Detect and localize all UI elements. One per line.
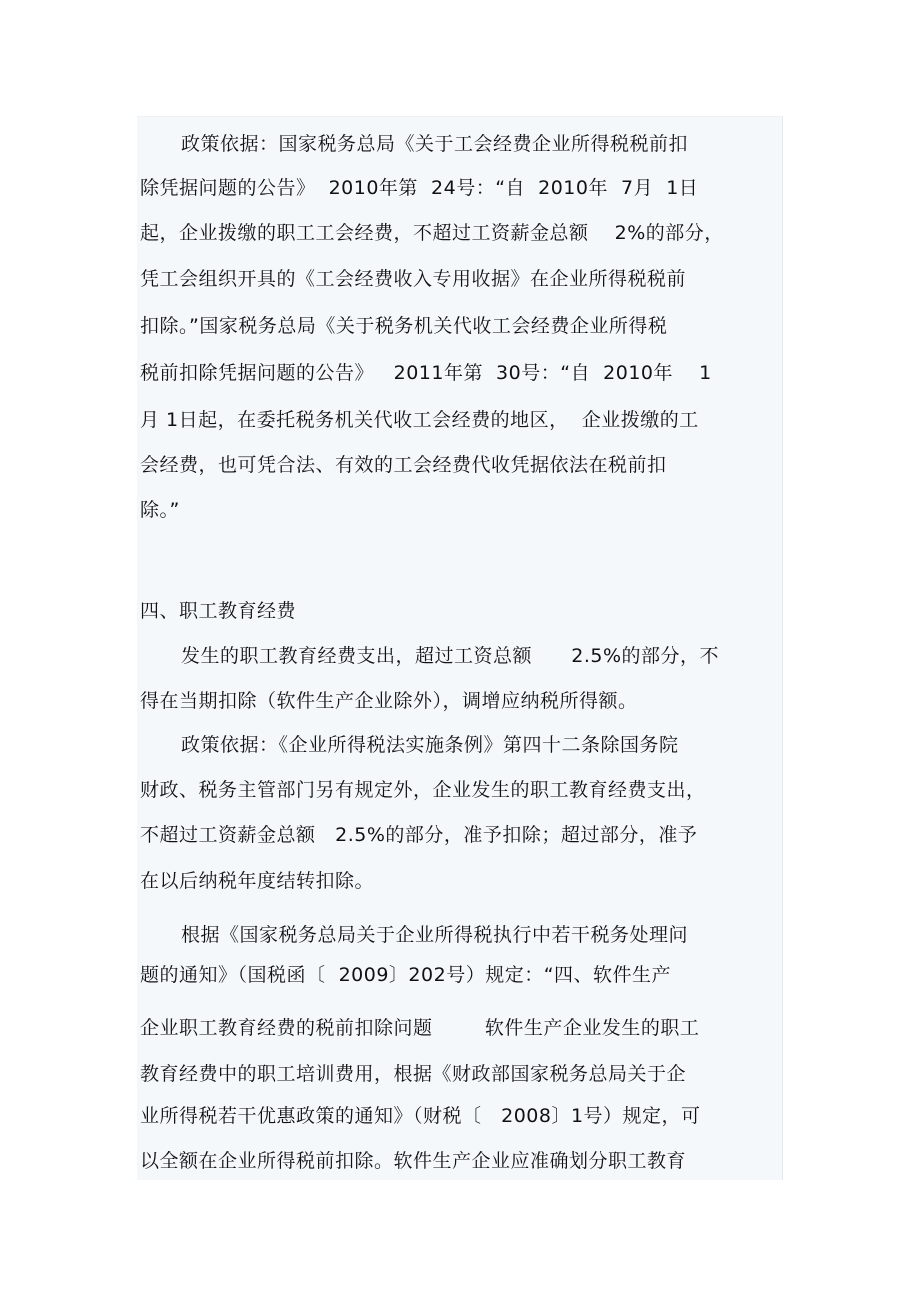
paragraph-line: 会经费，也可凭合法、有效的工会经费代收凭据依法在税前扣 [140,454,667,476]
paragraph-line: 发生的职工教育经费支出，超过工资总额 2.5%的部分，不 [181,645,720,667]
paragraph-line: 除。” [140,499,180,521]
paragraph-line: 不超过工资薪金总额 2.5%的部分，准予扣除；超过部分，准予 [140,824,698,846]
section-heading: 四、职工教育经费 [140,600,297,622]
paragraph-line: 在以后纳税年度结转扣除。 [140,870,375,892]
paragraph-line: 题的通知》（国税函〔 2009〕202号）规定：“四、软件生产 [140,964,672,986]
paragraph-line: 税前扣除凭据问题的公告》 2011年第 30号：“自 2010年 1 [140,362,712,384]
paragraph-line: 根据《国家税务总局关于企业所得税执行中若干税务处理问 [181,924,689,946]
paragraph-line: 企业职工教育经费的税前扣除问题 软件生产企业发生的职工 [140,1017,700,1039]
paragraph-line: 月 1日起，在委托税务机关代收工会经费的地区， 企业拨缴的工 [140,409,699,431]
paragraph-line: 扣除。”国家税务总局《关于税务机关代收工会经费企业所得税 [140,315,668,337]
paragraph-line: 以全额在企业所得税前扣除。软件生产企业应准确划分职工教育 [140,1150,687,1172]
paragraph-line: 得在当期扣除（软件生产企业除外），调增应纳税所得额。 [140,690,638,712]
paragraph-line: 业所得税若干优惠政策的通知》（财税〔 2008〕1号）规定，可 [140,1105,701,1127]
paragraph-line: 凭工会组织开具的《工会经费收入专用收据》在企业所得税税前 [140,268,687,290]
paragraph-line: 起，企业拨缴的职工工会经费，不超过工资薪金总额 2%的部分， [140,222,724,244]
paragraph-line: 财政、税务主管部门另有规定外，企业发生的职工教育经费支出， [140,779,706,801]
paragraph-line: 政策依据：国家税务总局《关于工会经费企业所得税税前扣 [181,133,689,155]
paragraph-line: 除凭据问题的公告》 2010年第 24号：“自 2010年 7月 1日 [140,177,699,199]
paragraph-line: 教育经费中的职工培训费用，根据《财政部国家税务总局关于企 [140,1063,687,1085]
paragraph-line: 政策依据：《企业所得税法实施条例》第四十二条除国务院 [181,734,679,756]
